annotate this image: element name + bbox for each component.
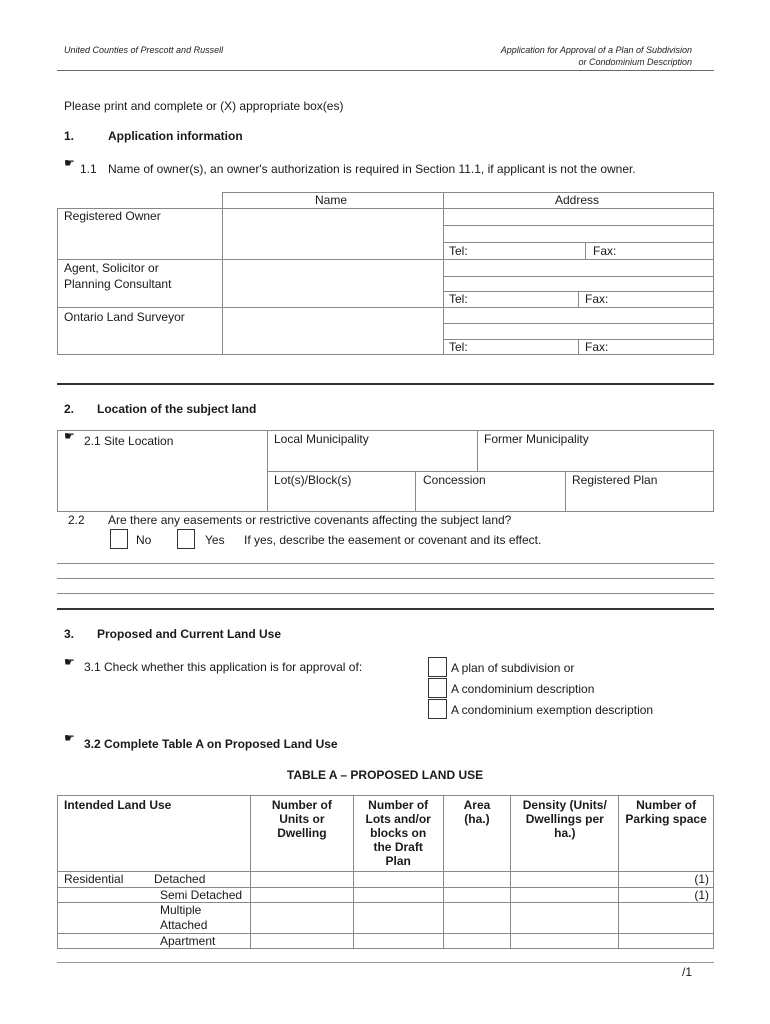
section3-number: 3.: [64, 627, 75, 641]
pointing-hand-icon: ☛: [64, 156, 75, 170]
q21-label: 2.1 Site Location: [84, 434, 174, 448]
owner-tel-label: Tel:: [449, 244, 468, 258]
lots-blocks-label: Lot(s)/Block(s): [274, 473, 352, 487]
header-density: Density (Units/ Dwellings per ha.): [511, 796, 619, 872]
surveyor-tel-label: Tel:: [449, 340, 468, 354]
header-rule: [57, 70, 714, 71]
pointing-hand-icon: ☛: [64, 429, 75, 443]
cell-input[interactable]: [353, 888, 443, 903]
agent-fax-label: Fax:: [585, 292, 609, 306]
cell-input[interactable]: [619, 903, 714, 934]
cell-input[interactable]: [511, 934, 619, 949]
q31-label: 3.1 Check whether this application is for approval of:: [84, 660, 363, 674]
row-label: Apartment: [58, 934, 251, 949]
table-row: [58, 903, 714, 934]
row-label: Detached: [154, 872, 206, 886]
q22-number: 2.2: [68, 513, 85, 527]
table-row: [58, 934, 714, 949]
header-right-line2: or Condominium Description: [578, 57, 692, 67]
local-municipality-label: Local Municipality: [274, 432, 369, 446]
row-land-surveyor: Ontario Land Surveyor: [64, 310, 185, 324]
row-parking[interactable]: (1): [619, 888, 714, 903]
condominium-exemption-label: A condominium exemption description: [451, 703, 654, 717]
former-municipality-label: Former Municipality: [484, 432, 589, 446]
header-intended-land-use: Intended Land Use: [58, 796, 251, 872]
section1-title: Application information: [108, 129, 243, 143]
easement-if-yes-text: If yes, describe the easement or covenant and its effect.: [244, 533, 542, 547]
q32-label: 3.2 Complete Table A on Proposed Land Use: [84, 737, 338, 751]
owner-fax-label: Fax:: [593, 244, 617, 258]
section1-number: 1.: [64, 129, 75, 143]
cell-input[interactable]: [443, 888, 511, 903]
section-divider: [57, 608, 714, 610]
q22-text: Are there any easements or restrictive covenants affecting the subject land?: [108, 513, 512, 527]
easement-yes-label: Yes: [205, 533, 225, 547]
header-parking: Number of Parking space: [619, 796, 714, 872]
cell-input[interactable]: [443, 872, 511, 888]
cell-input[interactable]: [443, 903, 511, 934]
row-label: Multiple Attached: [58, 903, 251, 934]
header-number-of-units: Number of Units or Dwelling: [250, 796, 353, 872]
category-residential: Residential: [64, 872, 124, 886]
col-name-header: Name: [315, 193, 348, 207]
header-number-of-lots: Number of Lots and/or blocks on the Draft Plan: [353, 796, 443, 872]
plan-of-subdivision-checkbox[interactable]: [428, 657, 447, 677]
cell-input[interactable]: [250, 872, 353, 888]
q11-number: 1.1: [80, 162, 97, 176]
cell-input[interactable]: [511, 903, 619, 934]
condominium-description-label: A condominium description: [451, 682, 595, 696]
table-row: [58, 872, 714, 888]
page-number: /1: [682, 965, 693, 979]
col-address-header: Address: [555, 193, 600, 207]
cell-input[interactable]: [353, 934, 443, 949]
row-agent-line2: Planning Consultant: [64, 277, 172, 291]
cell-input[interactable]: [353, 903, 443, 934]
easement-description-line[interactable]: [57, 563, 714, 564]
registered-plan-label: Registered Plan: [572, 473, 658, 487]
table-a-title: TABLE A – PROPOSED LAND USE: [286, 768, 484, 782]
cell-input[interactable]: [353, 872, 443, 888]
plan-of-subdivision-label: A plan of subdivision or: [451, 661, 575, 675]
section2-title: Location of the subject land: [97, 402, 257, 416]
easement-no-checkbox[interactable]: [110, 529, 128, 549]
row-parking[interactable]: (1): [619, 872, 714, 888]
intro-text: Please print and complete or (X) appropriate box(es): [64, 99, 344, 113]
concession-label: Concession: [423, 473, 486, 487]
cell-input[interactable]: [250, 903, 353, 934]
table-row: [58, 888, 714, 903]
header-left: United Counties of Prescott and Russell: [64, 45, 224, 55]
cell-input[interactable]: [443, 934, 511, 949]
section3-title: Proposed and Current Land Use: [97, 627, 282, 641]
row-agent-line1: Agent, Solicitor or: [64, 261, 159, 275]
pointing-hand-icon: ☛: [64, 655, 75, 669]
easement-description-line[interactable]: [57, 593, 714, 594]
cell-input[interactable]: [511, 872, 619, 888]
footer-rule: [57, 962, 714, 963]
pointing-hand-icon: ☛: [64, 731, 75, 745]
agent-tel-label: Tel:: [449, 292, 468, 306]
section2-number: 2.: [64, 402, 75, 416]
cell-input[interactable]: [250, 888, 353, 903]
easement-description-line[interactable]: [57, 578, 714, 579]
cell-input[interactable]: [250, 934, 353, 949]
easement-yes-checkbox[interactable]: [177, 529, 195, 549]
surveyor-fax-label: Fax:: [585, 340, 609, 354]
condominium-description-checkbox[interactable]: [428, 678, 447, 698]
q11-text: Name of owner(s), an owner's authorization is required in Section 11.1, if applicant is not the owner.: [108, 162, 636, 176]
row-registered-owner: Registered Owner: [64, 209, 161, 223]
easement-no-label: No: [136, 533, 152, 547]
header-area: Area (ha.): [443, 796, 511, 872]
header-right-line1: Application for Approval of a Plan of Subdivision: [500, 45, 692, 55]
row-label: Semi Detached: [58, 888, 251, 903]
cell-input[interactable]: [511, 888, 619, 903]
section-divider: [57, 383, 714, 385]
condominium-exemption-checkbox[interactable]: [428, 699, 447, 719]
cell-input[interactable]: [619, 934, 714, 949]
table-a: [57, 795, 714, 949]
